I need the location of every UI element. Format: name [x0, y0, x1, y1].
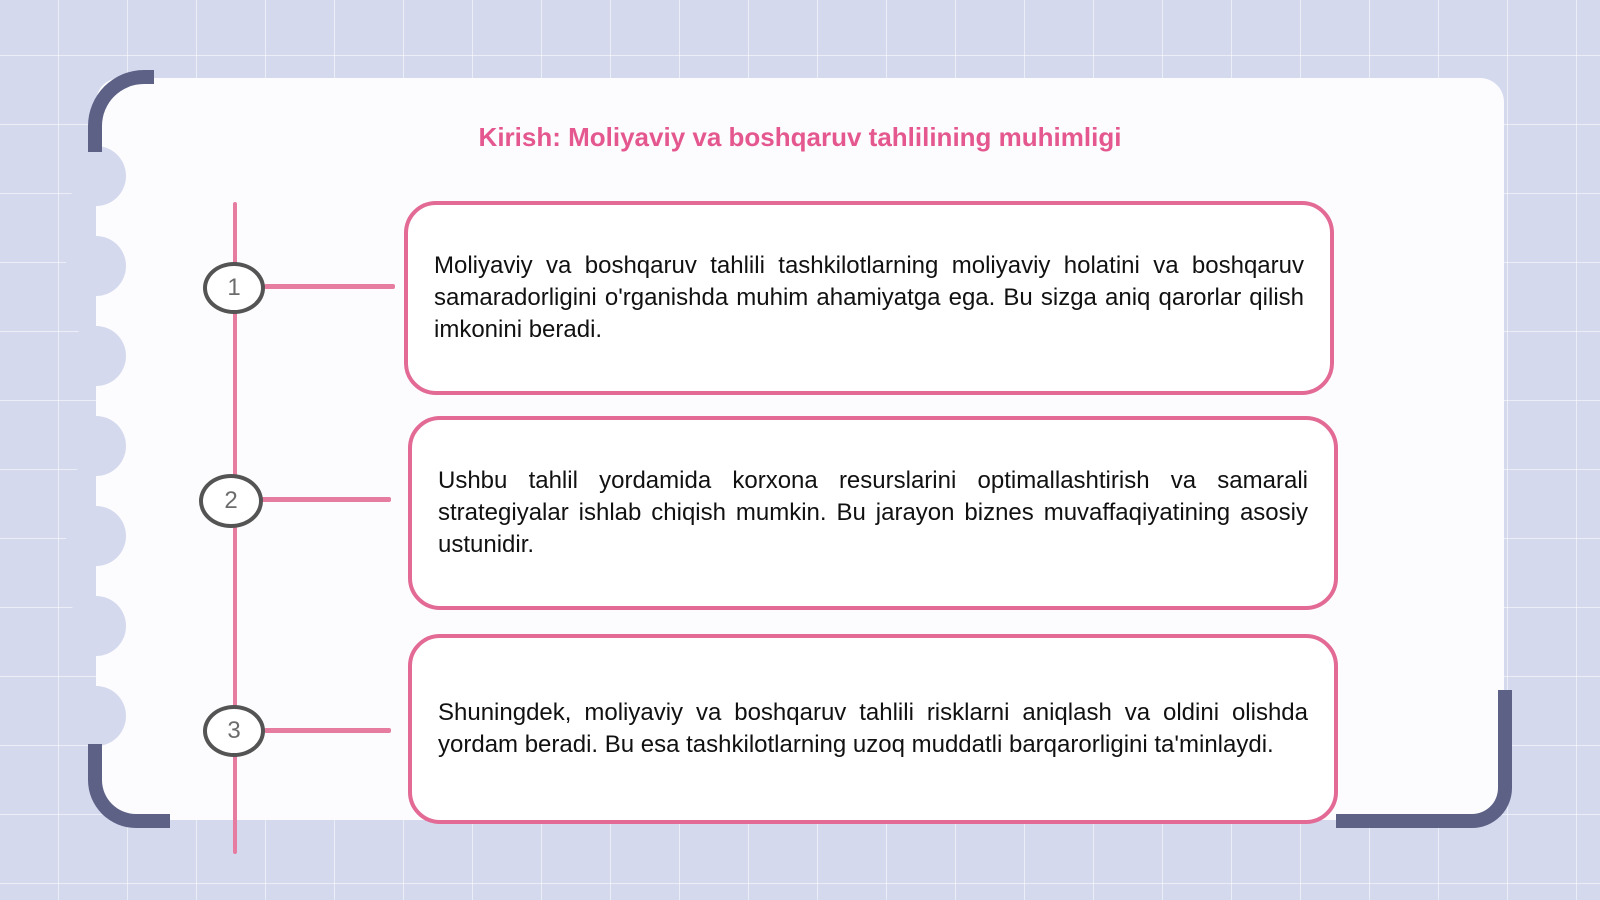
card-edge-scallop: [66, 326, 126, 386]
timeline-connector: [264, 284, 395, 289]
slide-title: Kirish: Moliyaviy va boshqaruv tahlilining muhimligi: [478, 122, 1122, 152]
corner-bracket-bottom-left: [88, 744, 170, 828]
corner-bracket-bottom-right: [1336, 690, 1512, 828]
timeline-connector: [260, 497, 391, 502]
timeline-item-card: [404, 201, 1334, 395]
timeline-step-number: 2: [199, 474, 263, 528]
timeline-item-card: [408, 634, 1338, 824]
card-edge-scallop: [66, 146, 126, 206]
timeline-step-number: 3: [203, 705, 265, 757]
card-edge-scallop: [66, 506, 126, 566]
timeline-item-text: Shuningdek, moliyaviy va boshqaruv tahlili risklarni aniqlash va oldini olishda yordam beradi. Bu esa tashkilotlarning uzoq muddatli barqarorligini ta'minlaydi.: [438, 699, 1308, 758]
timeline-connector: [264, 728, 391, 733]
timeline-step-number: 1: [203, 262, 265, 314]
card-edge-scallop: [66, 686, 126, 746]
card-edge-scallop: [66, 416, 126, 476]
timeline-item-text: Moliyaviy va boshqaruv tahlili tashkilotlarning moliyaviy holatini va boshqaruv samaradorligini o'rganishda muhim ahamiyatga ega. Bu sizga aniq qarorlar qilish imkonini beradi.: [434, 252, 1304, 343]
card-edge-scallop: [66, 236, 126, 296]
timeline-item-card: [408, 416, 1338, 610]
card-edge-scallop: [66, 596, 126, 656]
timeline-item-text: Ushbu tahlil yordamida korxona resurslarini optimallashtirish va samarali strategiyalar ishlab chiqish mumkin. Bu jarayon biznes muvaffaqiyatining asosiy ustunidir.: [438, 467, 1308, 558]
